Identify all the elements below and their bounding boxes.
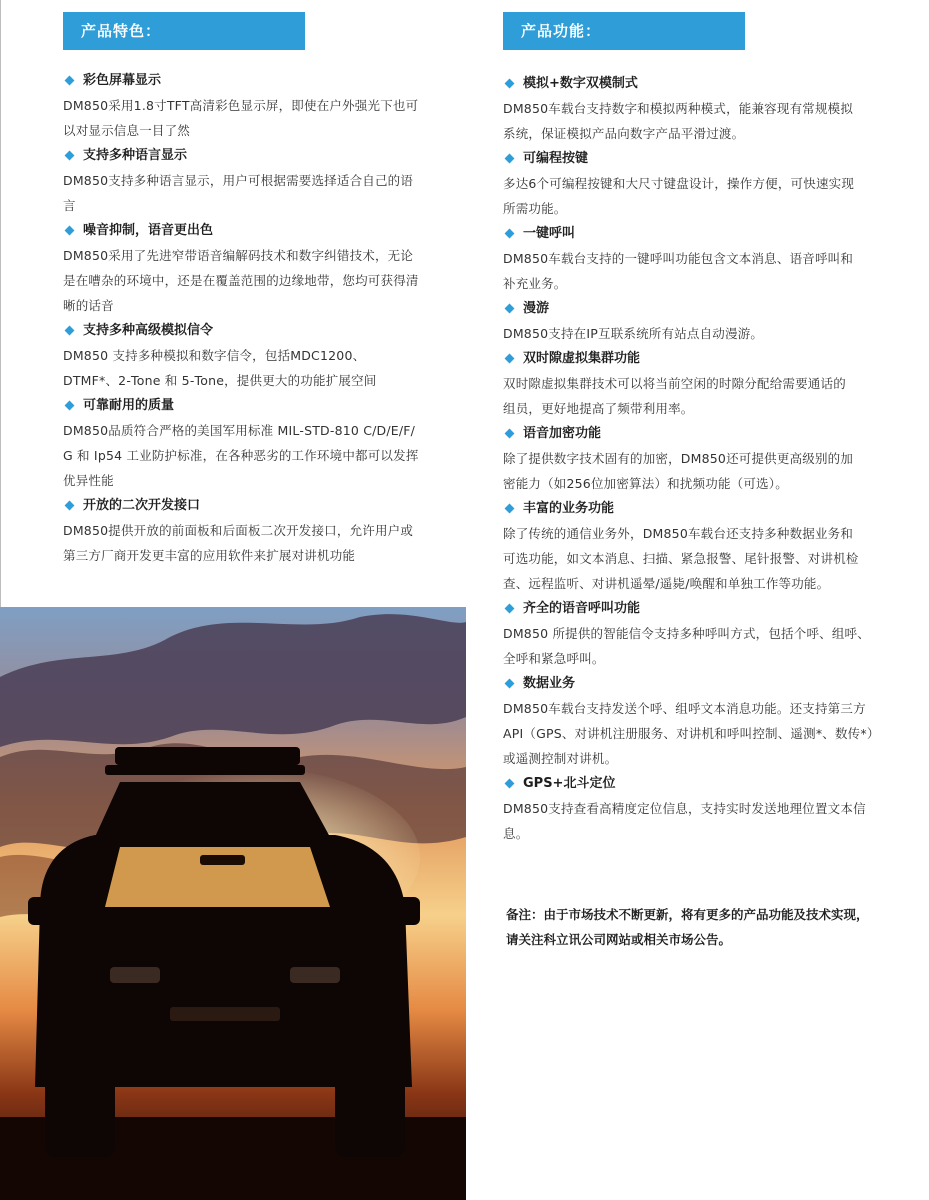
feature-description-line: DM850支持查看高精度定位信息，支持实时发送地理位置文本信 bbox=[503, 801, 866, 816]
feature-description-line: 组员，更好地提高了频带利用率。 bbox=[503, 401, 694, 416]
feature-description-line: 除了传统的通信业务外，DM850车载台还支持多种数据业务和 bbox=[503, 526, 854, 541]
feature-description-line: 查、远程监听、对讲机遥晕/遥毙/唤醒和单独工作等功能。 bbox=[503, 576, 830, 591]
feature-title bbox=[63, 68, 441, 93]
diamond-bullet-icon bbox=[505, 228, 515, 238]
feature-description-line: DM850车载台支持的一键呼叫功能包含文本消息、语音呼叫和 bbox=[503, 251, 854, 266]
feature-title bbox=[63, 318, 441, 343]
feature-title-text: 彩色屏幕显示 bbox=[83, 73, 162, 88]
feature-description-line: 全呼和紧急呼叫。 bbox=[503, 651, 605, 666]
suv-sunset-photo bbox=[0, 607, 466, 1200]
product-functions-column bbox=[503, 12, 888, 846]
feature-title-text: 模拟+数字双模制式 bbox=[523, 76, 638, 91]
feature-title bbox=[503, 496, 888, 521]
feature-title bbox=[63, 143, 441, 168]
feature-description-line: 多达6个可编程按键和大尺寸键盘设计，操作方便，可快速实现 bbox=[503, 176, 855, 191]
feature-description-line: DM850支持在IP互联系统所有站点自动漫游。 bbox=[503, 326, 764, 341]
feature-description-line: 双时隙虚拟集群技术可以将当前空闲的时隙分配给需要通话的 bbox=[503, 376, 846, 391]
feature-title-text: 双时隙虚拟集群功能 bbox=[523, 351, 641, 366]
diamond-bullet-icon bbox=[505, 778, 515, 788]
feature-title-text: 漫游 bbox=[523, 301, 550, 316]
feature-description-line: DM850 支持多种模拟和数字信令，包括MDC1200、 bbox=[63, 348, 366, 363]
feature-title bbox=[503, 771, 888, 796]
feature-description-line: G 和 Ip54 工业防护标准，在各种恶劣的工作环境中都可以发挥 bbox=[63, 448, 419, 463]
feature-description-line: 晰的话音 bbox=[63, 298, 114, 313]
feature-description-line: DM850支持多种语言显示，用户可根据需要选择适合自己的语 bbox=[63, 173, 414, 188]
diamond-bullet-icon bbox=[505, 353, 515, 363]
feature-description-line: 可选功能，如文本消息、扫描、紧急报警、尾针报警、对讲机检 bbox=[503, 551, 859, 566]
product-features-list bbox=[63, 68, 441, 568]
feature-description-line: 是在嘈杂的环境中，还是在覆盖范围的边缘地带，您均可获得清 bbox=[63, 273, 419, 288]
feature-description-line: DM850品质符合严格的美国军用标准 MIL-STD-810 C/D/E/F/ bbox=[63, 423, 416, 438]
feature-title-text: 支持多种语言显示 bbox=[83, 148, 188, 163]
feature-description-line: 系统，保证模拟产品向数字产品平滑过渡。 bbox=[503, 126, 745, 141]
product-features-header: 产品特色： bbox=[63, 12, 305, 50]
feature-description-line: DM850采用了先进窄带语音编解码技术和数字纠错技术，无论 bbox=[63, 248, 414, 263]
product-functions-list bbox=[503, 71, 888, 846]
diamond-bullet-icon bbox=[65, 400, 75, 410]
feature-title-text: 丰富的业务功能 bbox=[523, 501, 615, 516]
diamond-bullet-icon bbox=[65, 325, 75, 335]
remark-note-line: 备注：由于市场技术不断更新，将有更多的产品功能及技术实现， bbox=[506, 907, 869, 922]
feature-description-line: 除了提供数字技术固有的加密，DM850还可提供更高级别的加 bbox=[503, 451, 854, 466]
feature-title-text: GPS+北斗定位 bbox=[523, 776, 616, 791]
feature-title bbox=[503, 221, 888, 246]
diamond-bullet-icon bbox=[65, 75, 75, 85]
feature-description-line: 所需功能。 bbox=[503, 201, 567, 216]
remark-note-line: 请关注科立讯公司网站或相关市场公告。 bbox=[506, 932, 732, 947]
left-divider-line bbox=[0, 0, 1, 608]
feature-title bbox=[503, 71, 888, 96]
diamond-bullet-icon bbox=[505, 503, 515, 513]
feature-title bbox=[503, 671, 888, 696]
feature-description-line: DM850车载台支持发送个呼、组呼文本消息功能。还支持第三方 bbox=[503, 701, 866, 716]
feature-title bbox=[63, 493, 441, 518]
feature-title-text: 可靠耐用的质量 bbox=[83, 398, 175, 413]
feature-description-line: DM850采用1.8寸TFT高清彩色显示屏，即使在户外强光下也可 bbox=[63, 98, 419, 113]
feature-title-text: 噪音抑制，语音更出色 bbox=[83, 223, 214, 238]
feature-title-text: 数据业务 bbox=[523, 676, 576, 691]
feature-description-line: 优异性能 bbox=[63, 473, 114, 488]
feature-description-line: DTMF*、2-Tone 和 5-Tone，提供更大的功能扩展空间 bbox=[63, 373, 377, 388]
feature-title-text: 语音加密功能 bbox=[523, 426, 602, 441]
feature-title bbox=[503, 296, 888, 321]
feature-title bbox=[63, 218, 441, 243]
feature-description-line: DM850车载台支持数字和模拟两种模式，能兼容现有常规模拟 bbox=[503, 101, 854, 116]
diamond-bullet-icon bbox=[65, 225, 75, 235]
diamond-bullet-icon bbox=[505, 678, 515, 688]
diamond-bullet-icon bbox=[505, 428, 515, 438]
remark-note bbox=[506, 902, 896, 952]
diamond-bullet-icon bbox=[505, 303, 515, 313]
feature-title-text: 一键呼叫 bbox=[523, 226, 576, 241]
feature-description-line: 息。 bbox=[503, 826, 529, 841]
feature-title-text: 开放的二次开发接口 bbox=[83, 498, 201, 513]
diamond-bullet-icon bbox=[505, 603, 515, 613]
feature-title bbox=[503, 596, 888, 621]
feature-title-text: 可编程按键 bbox=[523, 151, 589, 166]
feature-description-line: 言 bbox=[63, 198, 76, 213]
feature-description-line: 密能力（如256位加密算法）和扰频功能（可选）。 bbox=[503, 476, 788, 491]
feature-title bbox=[503, 146, 888, 171]
feature-title bbox=[503, 346, 888, 371]
feature-description-line: DM850提供开放的前面板和后面板二次开发接口，允许用户或 bbox=[63, 523, 414, 538]
product-features-column bbox=[63, 12, 441, 568]
feature-title-text: 齐全的语音呼叫功能 bbox=[523, 601, 641, 616]
feature-description-line: API（GPS、对讲机注册服务、对讲机和呼叫控制、遥测*、数传*） bbox=[503, 726, 880, 741]
feature-title-text: 支持多种高级模拟信令 bbox=[83, 323, 214, 338]
product-functions-header: 产品功能： bbox=[503, 12, 745, 50]
feature-description-line: 以对显示信息一目了然 bbox=[63, 123, 191, 138]
feature-description-line: 补充业务。 bbox=[503, 276, 567, 291]
diamond-bullet-icon bbox=[505, 78, 515, 88]
diamond-bullet-icon bbox=[505, 153, 515, 163]
diamond-bullet-icon bbox=[65, 500, 75, 510]
diamond-bullet-icon bbox=[65, 150, 75, 160]
feature-title bbox=[503, 421, 888, 446]
feature-description-line: 第三方厂商开发更丰富的应用软件来扩展对讲机功能 bbox=[63, 548, 356, 563]
feature-title bbox=[63, 393, 441, 418]
feature-description-line: DM850 所提供的智能信令支持多种呼叫方式，包括个呼、组呼、 bbox=[503, 626, 870, 641]
feature-description-line: 或遥测控制对讲机。 bbox=[503, 751, 618, 766]
